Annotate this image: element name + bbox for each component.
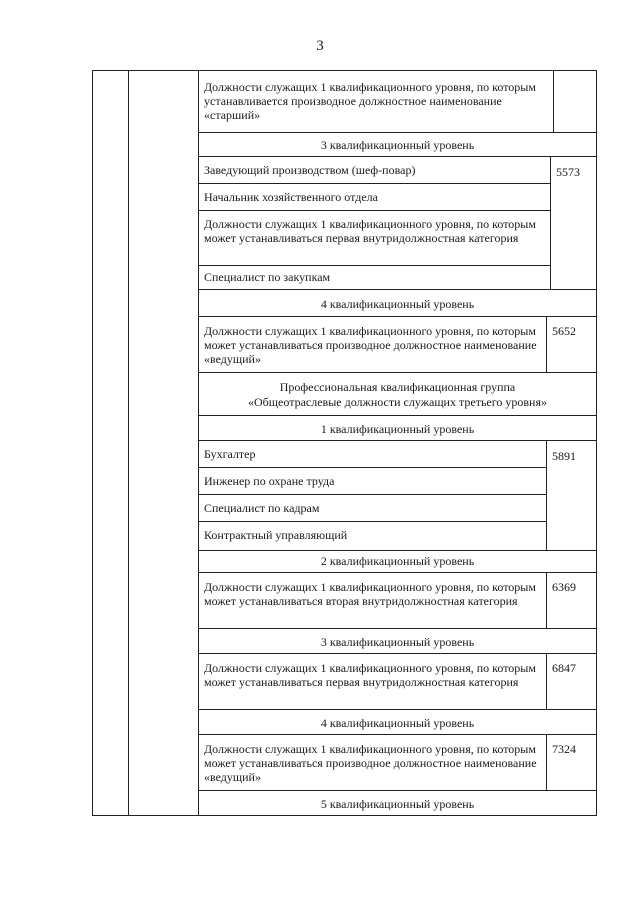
salary-value: 5652 bbox=[552, 324, 576, 338]
level-header: 5 квалификационный уровень bbox=[320, 797, 475, 811]
row-divider bbox=[198, 440, 597, 441]
level-header: 2 квалификационный уровень bbox=[320, 554, 475, 568]
row-divider bbox=[198, 790, 597, 791]
position-cell: Контрактный управляющий bbox=[204, 528, 348, 542]
level-header: 3 квалификационный уровень bbox=[320, 635, 475, 649]
level-header: 4 квалификационный уровень bbox=[320, 297, 475, 311]
value-column-divider bbox=[546, 440, 547, 550]
row-divider bbox=[198, 572, 597, 573]
position-cell: Должности служащих 1 квалификационного уровня, по которым устанавливается производное должностное наименование «старший» bbox=[204, 80, 536, 122]
row-divider bbox=[198, 372, 597, 373]
row-divider bbox=[198, 183, 550, 184]
table-border-bottom bbox=[92, 815, 597, 816]
row-divider bbox=[198, 289, 597, 290]
row-divider bbox=[198, 265, 550, 266]
table-border-left bbox=[92, 70, 93, 816]
position-cell: Начальник хозяйственного отдела bbox=[204, 190, 378, 204]
row-divider bbox=[198, 734, 597, 735]
table-border-right bbox=[596, 70, 597, 816]
row-divider bbox=[198, 653, 597, 654]
position-cell: Специалист по закупкам bbox=[204, 270, 331, 284]
level-header: 4 квалификационный уровень bbox=[320, 716, 475, 730]
row-divider bbox=[198, 132, 597, 133]
row-divider bbox=[198, 494, 546, 495]
position-cell: Инженер по охране труда bbox=[204, 474, 335, 488]
salary-value: 6847 bbox=[552, 661, 576, 675]
salary-value: 7324 bbox=[552, 742, 576, 756]
salary-value: 5573 bbox=[556, 165, 580, 179]
value-column-divider bbox=[546, 572, 547, 628]
row-divider bbox=[198, 521, 546, 522]
salary-value: 6369 bbox=[552, 580, 576, 594]
table-column-divider bbox=[198, 70, 199, 816]
group-title-line2: «Общеотраслевые должности служащих третьего уровня» bbox=[248, 395, 547, 409]
row-divider bbox=[198, 709, 597, 710]
row-divider bbox=[198, 628, 597, 629]
group-title-line1: Профессиональная квалификационная группа bbox=[279, 380, 516, 394]
row-divider bbox=[198, 415, 597, 416]
row-divider bbox=[198, 210, 550, 211]
salary-value: 5891 bbox=[552, 449, 576, 463]
level-header: 1 квалификационный уровень bbox=[320, 422, 475, 436]
row-divider bbox=[198, 316, 597, 317]
position-cell: Должности служащих 1 квалификационного уровня, по которым может устанавливаться производное должностное наименование «ведущий» bbox=[204, 742, 537, 784]
row-divider bbox=[198, 550, 597, 551]
position-cell: Бухгалтер bbox=[204, 447, 256, 461]
value-column-divider bbox=[553, 70, 554, 132]
level-header: 3 квалификационный уровень bbox=[320, 138, 475, 152]
position-cell: Должности служащих 1 квалификационного уровня, по которым может устанавливаться вторая внутридолжностная категория bbox=[204, 580, 536, 608]
value-column-divider bbox=[546, 653, 547, 709]
value-column-divider bbox=[550, 156, 551, 289]
position-cell: Заведующий производством (шеф-повар) bbox=[204, 163, 416, 177]
position-cell: Специалист по кадрам bbox=[204, 501, 320, 515]
table-column-divider bbox=[128, 70, 129, 816]
position-cell: Должности служащих 1 квалификационного уровня, по которым может устанавливаться первая внутридолжностная категория bbox=[204, 217, 536, 245]
row-divider bbox=[198, 156, 597, 157]
value-column-divider bbox=[546, 316, 547, 372]
page-number: 3 bbox=[316, 38, 324, 54]
position-cell: Должности служащих 1 квалификационного уровня, по которым может устанавливаться производное должностное наименование «ведущий» bbox=[204, 324, 537, 366]
table-border-top bbox=[92, 70, 597, 71]
value-column-divider bbox=[546, 734, 547, 790]
position-cell: Должности служащих 1 квалификационного уровня, по которым может устанавливаться первая внутридолжностная категория bbox=[204, 661, 536, 689]
row-divider bbox=[198, 467, 546, 468]
